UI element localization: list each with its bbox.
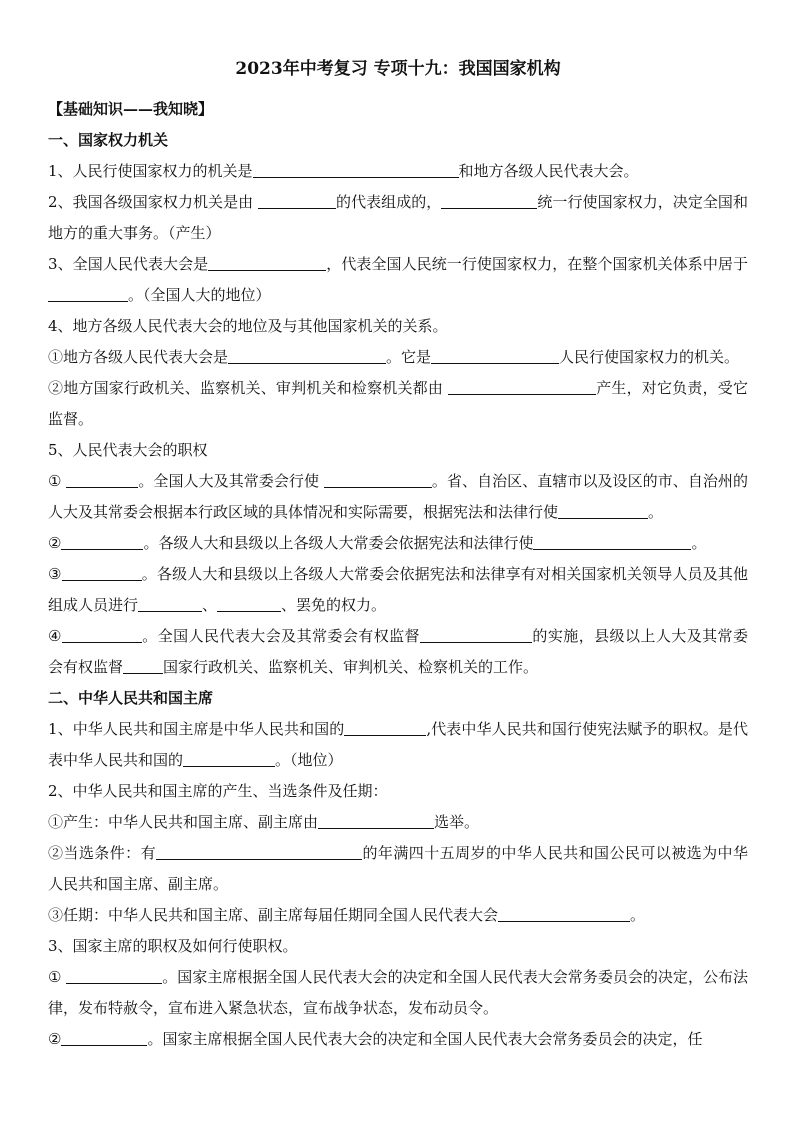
answer-blank[interactable] [441,192,537,209]
question-1-4: 4、地方各级人民代表大会的地位及与其他国家机关的关系。 [48,317,448,335]
question-2-2c: ③任期：中华人民共和国主席、副主席每届任期同全国人民代表大会 。 [48,906,646,924]
answer-blank[interactable] [228,347,386,364]
question-1-4a: ①地方各级人民代表大会是 。它是 人民行使国家权力的机关。 [48,348,740,366]
question-1-5a: ① 。全国人大及其常委会行使 。省、自治区、直辖市以及设区的市、自治州的人大及其常委会根据本行政区域的具体情况和实际需要，根据宪法和法律行使 。 [48,472,748,521]
section-heading-1: 一、国家权力机关 [48,131,169,149]
question-1-4b: ②地方国家行政机关、监察机关、审判机关和检察机关都由 产生，对它负责，受它监督。 [48,379,748,428]
answer-blank[interactable] [156,843,362,860]
basic-knowledge-header: 【基础知识——我知晓】 [48,100,214,118]
answer-blank[interactable] [253,161,459,178]
answer-blank[interactable] [448,378,596,395]
answer-blank[interactable] [258,192,336,209]
answer-blank[interactable] [533,533,691,550]
question-2-1: 1、中华人民共和国主席是中华人民共和国的 ,代表中华人民共和国行使宪法赋予的职权。是代表中华人民共和国的 。（地位） [48,720,748,769]
answer-blank[interactable] [123,657,163,674]
answer-blank[interactable] [324,471,432,488]
answer-blank[interactable] [431,347,559,364]
question-2-2a: ①产生：中华人民共和国主席、副主席由 选举。 [48,813,480,831]
answer-blank[interactable] [208,254,326,271]
answer-blank[interactable] [61,533,143,550]
question-1-5: 5、人民代表大会的职权 [48,441,208,459]
answer-blank[interactable] [318,812,434,829]
question-1-5c: ③ 。各级人大和县级以上各级人大常委会依据宪法和法律享有对相关国家机关领导人员及其他组成人员进行 、 、罢免的权力。 [48,565,748,614]
section-heading-2: 二、中华人民共和国主席 [48,689,214,707]
answer-blank[interactable] [48,285,128,302]
question-2-3a: ① 。国家主席根据全国人民代表大会的决定和全国人民代表大会常务委员会的决定，公布法律，发布特赦令，宣布进入紧急状态，宣布战争状态，发布动员令。 [48,968,748,1017]
question-1-5b: ② 。各级人大和县级以上各级人大常委会依据宪法和法律行使 。 [48,534,707,552]
question-1-5d: ④ 。全国人民代表大会及其常委会有权监督 的实施，县级以上人大及其常委会有权监督 国家行政机关、监察机关、审判机关、检察机关的工作。 [48,627,748,676]
answer-blank[interactable] [420,626,532,643]
question-1-3: 3、全国人民代表大会是 ，代表全国人民统一行使国家权力，在整个国家机关体系中居于。（全国人大的地位） [48,255,748,304]
question-1-2: 2、我国各级国家权力机关是由 的代表组成的， 统一行使国家权力，决定全国和地方的重大事务。（产生） [48,193,748,242]
page-title: 2023年中考复习 专项十九：我国国家机构 [235,59,561,79]
answer-blank[interactable] [62,626,142,643]
question-2-2b: ②当选条件：有 的年满四十五周岁的中华人民共和国公民可以被选为中华人民共和国主席、副主席。 [48,844,748,893]
answer-blank[interactable] [498,905,630,922]
answer-blank[interactable] [183,750,275,767]
answer-blank[interactable] [217,595,281,612]
answer-blank[interactable] [344,719,426,736]
answer-blank[interactable] [138,595,202,612]
answer-blank[interactable] [558,502,648,519]
answer-blank[interactable] [62,564,142,581]
answer-blank[interactable] [66,967,162,984]
question-1-1: 1、人民行使国家权力的机关是 和地方各级人民代表大会。 [48,162,639,180]
answer-blank[interactable] [61,1029,147,1046]
question-2-3: 3、国家主席的职权及如何行使职权。 [48,937,298,955]
question-2-2: 2、中华人民共和国主席的产生、当选条件及任期： [48,782,388,800]
question-2-3b: ② 。国家主席根据全国人民代表大会的决定和全国人民代表大会常务委员会的决定，任 [48,1030,703,1048]
answer-blank[interactable] [66,471,138,488]
